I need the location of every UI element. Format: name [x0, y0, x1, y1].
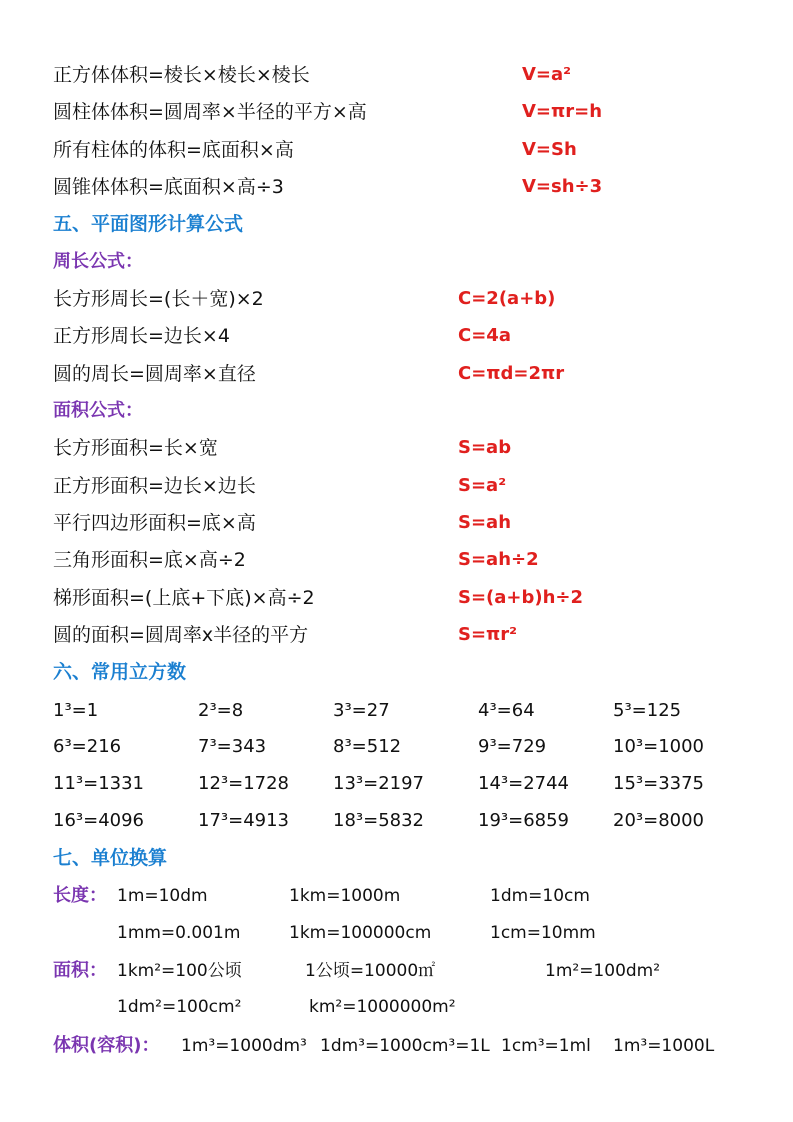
cube-value: 10³=1000: [613, 736, 705, 757]
cube-value: 5³=125: [613, 700, 682, 721]
cube-value: 1³=1: [53, 700, 99, 721]
area-conversion: 1dm²=100cm²: [117, 997, 242, 1017]
cube-value: 18³=5832: [333, 810, 425, 831]
perimeter-formula-circle: C=πd=2πr: [458, 363, 565, 384]
perimeter-formula-rectangle: C=2(a+b): [458, 288, 556, 309]
cube-value: 2³=8: [198, 700, 244, 721]
cube-value: 19³=6859: [478, 810, 570, 831]
area-text-trapezoid: 梯形面积=(上底+下底)×高÷2: [53, 587, 315, 609]
volume-formula-cube: V=a²: [522, 64, 572, 85]
volume-conversion: 1m³=1000dm³: [181, 1036, 307, 1056]
area-formula-circle: S=πr²: [458, 624, 518, 645]
length-conversion: 1dm=10cm: [490, 886, 590, 906]
volume-conversion: 1m³=1000L: [613, 1036, 715, 1056]
cube-value: 7³=343: [198, 736, 267, 757]
section7-title: 七、单位换算: [53, 847, 168, 869]
area-text-circle: 圆的面积=圆周率x半径的平方: [53, 624, 309, 646]
cube-value: 14³=2744: [478, 773, 570, 794]
cube-value: 12³=1728: [198, 773, 290, 794]
perimeter-text-square: 正方形周长=边长×4: [53, 325, 230, 347]
volume-text-prism: 所有柱体的体积=底面积×高: [53, 139, 294, 161]
area-conversion: km²=1000000m²: [309, 997, 456, 1017]
section6-title: 六、常用立方数: [53, 661, 187, 683]
area-text-rectangle: 长方形面积=长×宽: [53, 437, 218, 459]
length-conversion: 1km=1000m: [289, 886, 401, 906]
cube-value: 17³=4913: [198, 810, 290, 831]
cube-value: 16³=4096: [53, 810, 145, 831]
area-text-parallelogram: 平行四边形面积=底×高: [53, 512, 256, 534]
cube-value: 4³=64: [478, 700, 535, 721]
area-conversion: 1km²=100公顷: [117, 961, 242, 981]
area-formula-parallelogram: S=ah: [458, 512, 512, 533]
volume-formula-cylinder: V=πr=h: [522, 101, 603, 122]
cube-value: 11³=1331: [53, 773, 145, 794]
area-formula-square: S=a²: [458, 475, 507, 496]
area-unit-label: 面积：: [53, 960, 107, 981]
length-label: 长度：: [53, 885, 107, 906]
length-conversion: 1mm=0.001m: [117, 923, 241, 943]
volume-formula-cone: V=sh÷3: [522, 176, 603, 197]
cube-value: 8³=512: [333, 736, 402, 757]
length-conversion: 1m=10dm: [117, 886, 208, 906]
perimeter-heading: 周长公式：: [53, 251, 143, 272]
volume-formula-prism: V=Sh: [522, 139, 577, 160]
area-conversion: 1m²=100dm²: [545, 961, 661, 981]
area-formula-triangle: S=ah÷2: [458, 549, 539, 570]
cube-value: 3³=27: [333, 700, 390, 721]
cube-value: 15³=3375: [613, 773, 705, 794]
cube-value: 20³=8000: [613, 810, 705, 831]
section5-title: 五、平面图形计算公式: [53, 213, 244, 235]
cube-value: 13³=2197: [333, 773, 425, 794]
volume-conversion: 1cm³=1ml: [501, 1036, 591, 1056]
volume-text-cylinder: 圆柱体体积=圆周率×半径的平方×高: [53, 101, 367, 123]
cube-value: 6³=216: [53, 736, 122, 757]
volume-text-cube: 正方体体积=棱长×棱长×棱长: [53, 64, 310, 86]
cube-value: 9³=729: [478, 736, 547, 757]
volume-unit-label: 体积(容积)：: [53, 1035, 160, 1056]
length-conversion: 1km=100000cm: [289, 923, 432, 943]
volume-conversion: 1dm³=1000cm³=1L: [320, 1036, 490, 1056]
perimeter-text-rectangle: 长方形周长=(长＋宽)×2: [53, 288, 264, 310]
perimeter-formula-square: C=4a: [458, 325, 511, 346]
volume-text-cone: 圆锥体体积=底面积×高÷3: [53, 176, 284, 198]
area-text-square: 正方形面积=边长×边长: [53, 475, 256, 497]
area-heading: 面积公式：: [53, 400, 143, 421]
area-formula-trapezoid: S=(a+b)h÷2: [458, 587, 584, 608]
area-formula-rectangle: S=ab: [458, 437, 512, 458]
area-text-triangle: 三角形面积=底×高÷2: [53, 549, 246, 571]
length-conversion: 1cm=10mm: [490, 923, 596, 943]
area-conversion: 1公顷=10000㎡: [305, 961, 436, 981]
perimeter-text-circle: 圆的周长=圆周率×直径: [53, 363, 256, 385]
